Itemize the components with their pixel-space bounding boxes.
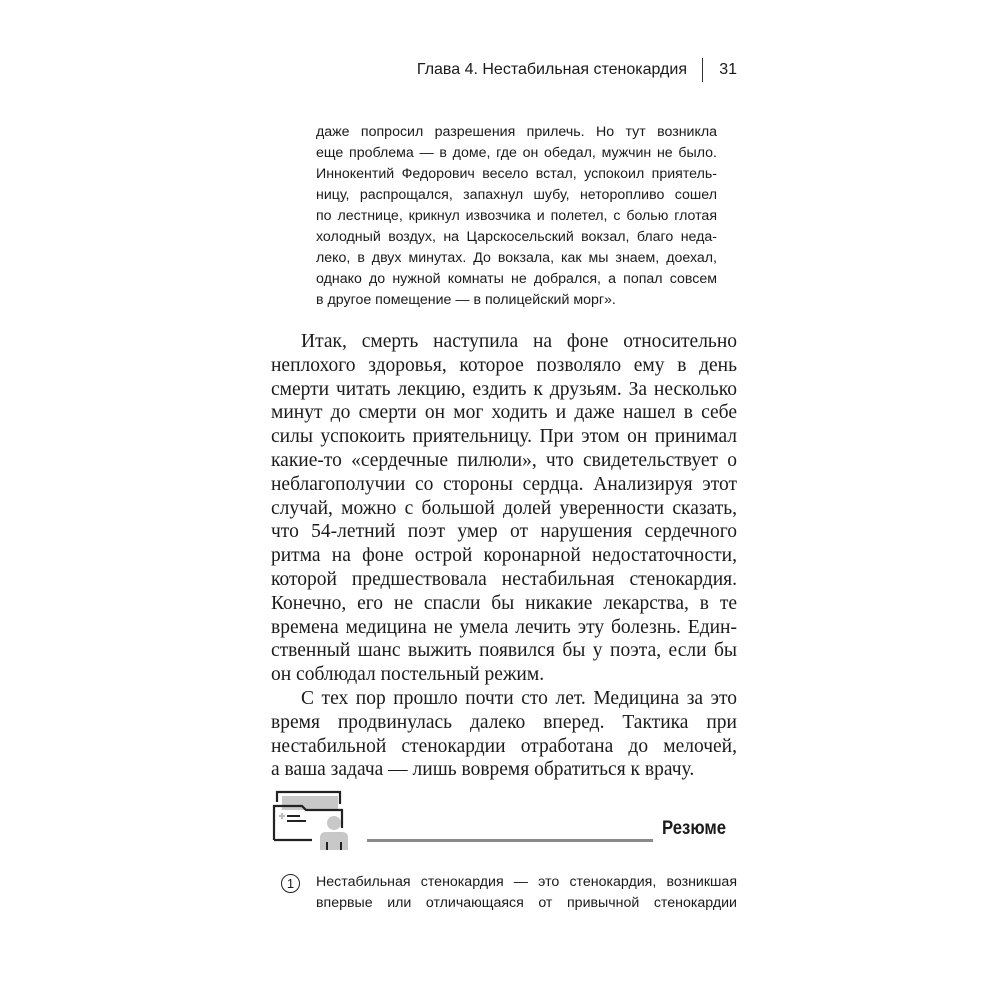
text-line: ритма на фоне острой коронарной недостаточности,	[271, 545, 737, 567]
paragraph	[271, 330, 737, 687]
main-text	[271, 330, 737, 782]
text-line: что 54-летний поэт умер от нарушения сердечного	[271, 521, 737, 543]
text-line: ственный шанс выжить появился бы у поэта, если бы	[271, 640, 737, 662]
item-number-badge: 1	[281, 874, 300, 893]
running-header	[300, 58, 737, 84]
text-line: время продвинулась далеко вперед. Тактика при	[271, 711, 737, 733]
text-line: ницу, распрощался, запахнул шубу, неторопливо сошел	[316, 187, 717, 203]
text-line: леко, в двух минутах. До вокзала, как мы знаем, доехал,	[316, 250, 717, 266]
text-line: нестабильной стенокардии отработана до мелочей,	[271, 735, 737, 757]
text-line: Иннокентий Федорович весело встал, успокоил приятель-	[316, 166, 717, 182]
quote-block	[316, 122, 717, 311]
text-line: неблагополучии со стороны сердца. Анализируя этот	[271, 473, 737, 495]
text-line: в другое помещение — в полицейский морг».	[316, 292, 616, 308]
summary-heading: Резюме	[662, 818, 727, 839]
text-line: а ваша задача — лишь вовремя обратиться к врачу.	[271, 759, 695, 781]
text-line: еще проблема — в доме, где он обедал, мужчин не было.	[316, 145, 717, 161]
text-line: какие-то «сердечные пилюли», что свидетельствует о	[271, 449, 737, 471]
text-line: впервые или отличающаяся от привычной стенокардии	[316, 895, 737, 911]
text-line: времена медицина не умела лечить эту болезнь. Един-	[271, 616, 737, 638]
text-line: Итак, смерть наступила на фоне относительно	[301, 331, 737, 352]
paragraph	[271, 687, 737, 782]
page-number: 31	[719, 61, 737, 78]
medical-folder-person-icon	[272, 790, 356, 850]
text-line: случай, можно с большой долей уверенности сказать,	[271, 497, 737, 519]
text-line: Конечно, его не спасли бы никакие лекарства, в те	[271, 592, 737, 614]
section-rule	[367, 839, 653, 842]
chapter-title: Глава 4. Нестабильная стенокардия	[416, 61, 687, 78]
text-line: силы успокоить приятельницу. При этом он принимал	[271, 426, 737, 448]
text-line: однако до нужной комнаты не добрался, а попал совсем	[316, 271, 717, 287]
text-line: холодный воздух, на Царскосельский вокзал, благо неда-	[316, 229, 717, 245]
text-line: которой предшествовала нестабильная стенокардия.	[271, 568, 737, 590]
text-line: он соблюдал постельный режим.	[271, 664, 545, 686]
text-line: С тех пор прошло почти сто лет. Медицина за это	[301, 687, 737, 709]
text-line: по лестнице, крикнул извозчика и полетел, с болью глотая	[316, 208, 717, 224]
text-line: смерти читать лекцию, ездить к друзьям. За несколько	[271, 378, 737, 400]
header-divider	[702, 58, 704, 82]
text-line: минут до смерти он мог ходить и даже нашел в себе	[271, 402, 737, 424]
text-line: неплохого здоровья, которое позволяло ему в день	[271, 354, 737, 376]
text-line: даже попросил разрешения прилечь. Но тут возникла	[316, 124, 717, 140]
text-line: Нестабильная стенокардия — это стенокардия, возникшая	[316, 874, 737, 890]
